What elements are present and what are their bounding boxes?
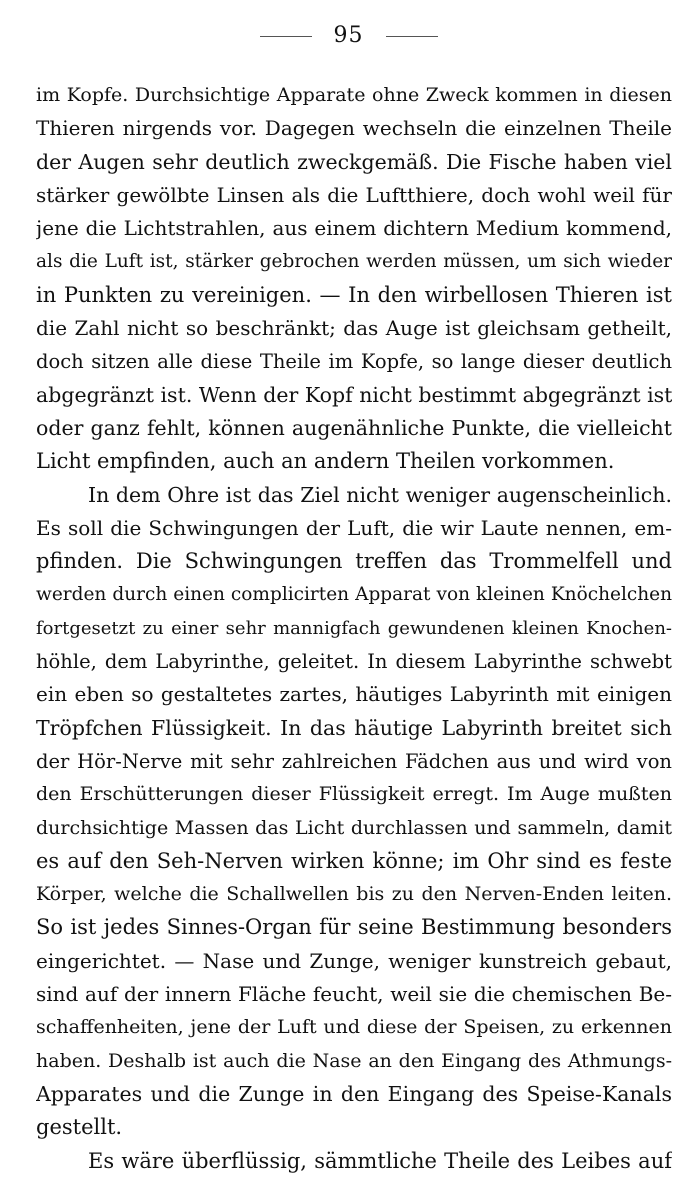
- paragraph: [36, 79, 672, 479]
- text-line: eingerichtet. — Nase und Zunge, weniger kunstreich gebaut,: [36, 948, 672, 973]
- text-line: abgegränzt ist. Wenn der Kopf nicht bestimmt abgegränzt ist: [36, 382, 672, 407]
- text-line: höhle, dem Labyrinthe, geleitet. In diesem Labyrinthe schwebt: [36, 650, 672, 674]
- text-line: Es wäre überflüssig, sämmtliche Theile des Leibes auf: [88, 1148, 672, 1173]
- text-line: oder ganz fehlt, können augenähnliche Punkte, die vielleicht: [36, 415, 672, 440]
- text-line: gestellt.: [36, 1115, 123, 1140]
- text-line: Apparates und die Zunge in den Eingang des Speise-Kanals: [36, 1081, 672, 1106]
- text-line: durchsichtige Massen das Licht durchlassen und sammeln, damit: [36, 816, 672, 839]
- text-line: werden durch einen complicirten Apparat von kleinen Knöchelchen: [36, 584, 672, 606]
- paragraph: [36, 1145, 672, 1178]
- page-number: 95: [333, 23, 364, 48]
- paragraph: [36, 479, 672, 1145]
- text-line: Licht empfinden, auch an andern Theilen vorkommen.: [36, 449, 615, 474]
- text-body: [36, 79, 672, 1178]
- text-line: fortgesetzt zu einer sehr mannigfach gewundenen kleinen Knochen-: [36, 617, 672, 639]
- text-line: es auf den Seh-Nerven wirken könne; im Ohr sind es feste: [36, 848, 672, 873]
- text-line: ein eben so gestaltetes zartes, häutiges Labyrinth mit einigen: [36, 682, 672, 707]
- text-line: doch sitzen alle diese Theile im Kopfe, so lange dieser deutlich: [36, 350, 672, 374]
- text-line: im Kopfe. Durchsichtige Apparate ohne Zweck kommen in diesen: [36, 84, 672, 106]
- text-line: Körper, welche die Schallwellen bis zu den Nerven-Enden leiten.: [36, 883, 672, 906]
- text-line: sind auf der innern Fläche feucht, weil sie die chemischen Be-: [36, 982, 672, 1007]
- text-line: haben. Deshalb ist auch die Nase an den Eingang des Athmungs-: [36, 1049, 672, 1072]
- text-line: schaffenheiten, jene der Luft und diese der Speisen, zu erkennen: [36, 1016, 672, 1039]
- text-line: als die Luft ist, stärker gebrochen werden müssen, um sich wieder: [36, 251, 672, 273]
- text-line: Es soll die Schwingungen der Luft, die wir Laute nennen, em-: [36, 515, 672, 540]
- text-line: der Augen sehr deutlich zweckgemäß. Die Fische haben viel: [36, 149, 672, 174]
- text-line: In dem Ohre ist das Ziel nicht weniger augenscheinlich.: [88, 482, 672, 507]
- text-line: der Hör-Nerve mit sehr zahlreichen Fädchen aus und wird von: [36, 749, 672, 773]
- text-line: Thieren nirgends vor. Dagegen wechseln die einzelnen Theile: [36, 116, 672, 141]
- header-rule-left: [260, 36, 312, 37]
- text-line: jene die Lichtstrahlen, aus einem dichtern Medium kommend,: [36, 216, 672, 241]
- text-line: Tröpfchen Flüssigkeit. In das häutige Labyrinth breitet sich: [36, 715, 672, 740]
- text-line: So ist jedes Sinnes-Organ für seine Bestimmung besonders: [36, 915, 672, 940]
- page-header: [0, 20, 697, 52]
- text-line: den Erschütterungen dieser Flüssigkeit erregt. Im Auge mußten: [36, 783, 672, 806]
- text-line: pfinden. Die Schwingungen treffen das Trommelfell und: [36, 549, 672, 574]
- text-line: stärker gewölbte Linsen als die Luftthiere, doch wohl weil für: [36, 182, 672, 207]
- text-line: in Punkten zu vereinigen. — In den wirbellosen Thieren ist: [36, 282, 672, 307]
- text-line: die Zahl nicht so beschränkt; das Auge ist gleichsam getheilt,: [36, 316, 672, 341]
- header-rule-right: [386, 36, 438, 37]
